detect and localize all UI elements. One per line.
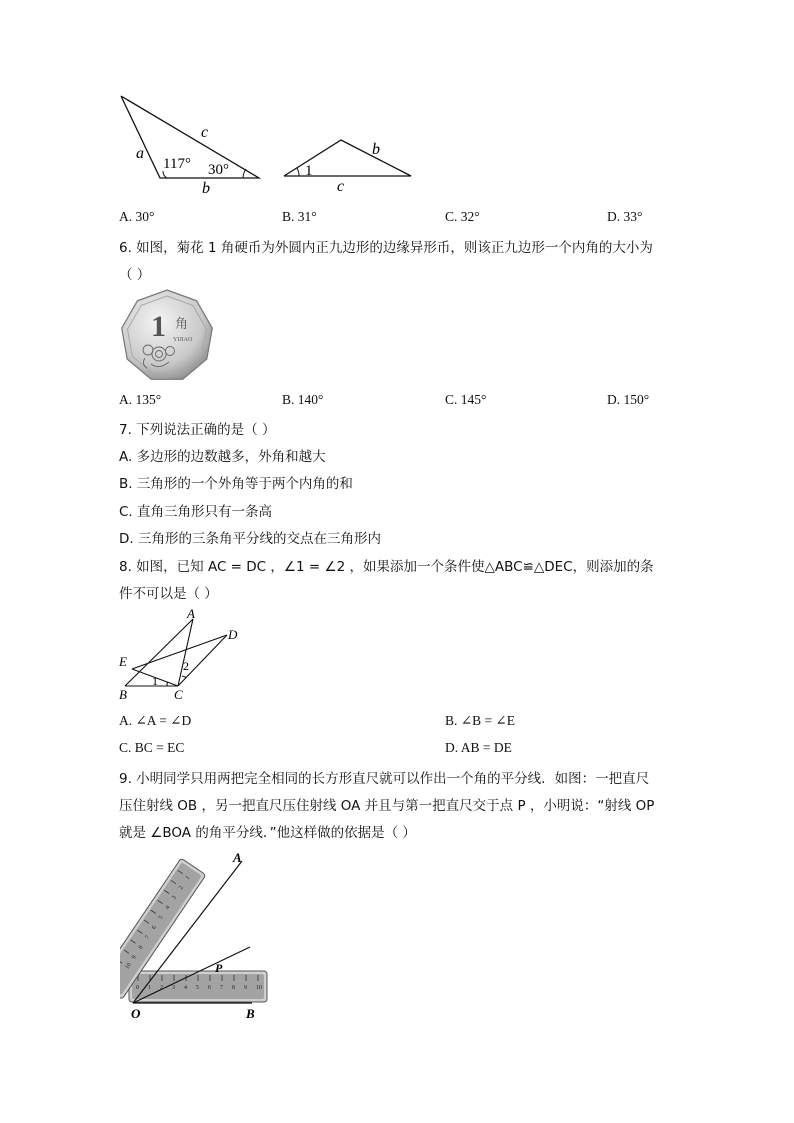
q7-option-a[interactable]: A. 多边形的边数越多，外角和越大 (119, 449, 326, 465)
point-a: A (187, 606, 195, 621)
ruler-tick-label: 6 (208, 985, 211, 991)
ruler-tick-label: 10 (256, 985, 262, 991)
ruler-tick-label: 0 (136, 985, 139, 991)
point-e: E (119, 654, 127, 669)
ruler-tick-label: 1 (184, 875, 192, 881)
ruler-tick-label: 3 (171, 895, 179, 901)
q8-stem-line1: 8. 如图，已知 AC = DC ，∠1 = ∠2 ，如果添加一个条件使△ABC≌△DEC，则添加的条 (119, 559, 654, 575)
ruler-tick-label: 5 (196, 985, 199, 991)
ruler-tick-label: 4 (164, 904, 172, 911)
point-b9: B (246, 1006, 255, 1021)
angle-30: 30° (208, 162, 229, 178)
label-b: b (202, 180, 210, 197)
ruler-tick-label: 8 (137, 944, 145, 951)
point-c: C (174, 687, 183, 702)
coin-image (119, 288, 215, 384)
ruler-tick-label: 9 (244, 985, 247, 991)
ruler-tick-label: 4 (184, 985, 187, 991)
q6-stem-line2: （ ） (119, 267, 151, 283)
triangle-2 (284, 140, 411, 195)
coin-char: 角 (175, 316, 189, 331)
ruler-tick-label: 8 (232, 985, 235, 991)
ruler-tick-label: 5 (157, 914, 165, 921)
q9-stem-line3: 就是 ∠BOA 的角平分线．”他这样做的依据是（ ） (119, 825, 416, 841)
q7-option-c[interactable]: C. 直角三角形只有一条高 (119, 504, 273, 520)
q5-option-b[interactable]: B. 31° (282, 209, 317, 224)
ruler-tick-label: 3 (172, 985, 175, 991)
coin-digit: 1 (151, 310, 166, 343)
ruler-tick-label: 10 (124, 962, 133, 971)
label-b2: b (372, 141, 380, 158)
triangle-1 (121, 96, 259, 197)
q6-option-a[interactable]: A. 135° (119, 392, 162, 407)
coin-pinyin: YIJIAO (173, 337, 193, 343)
q9-stem-line2: 压住射线 OB ，另一把直尺压住射线 OA 并且与第一把直尺交于点 P ，小明说：“射线 OP (119, 798, 655, 814)
q5-option-a[interactable]: A. 30° (119, 209, 155, 224)
q6-option-d[interactable]: D. 150° (607, 392, 650, 407)
q7-stem: 7. 下列说法正确的是（ ） (119, 422, 276, 438)
q8-option-a[interactable]: A. ∠A = ∠D (119, 713, 192, 728)
q8-figure (115, 606, 250, 703)
angle-1: 1 (305, 163, 313, 179)
ruler-tick-label: 7 (220, 985, 223, 991)
ruler-tick-label: 7 (144, 934, 152, 941)
angle-1-label: 1 (152, 674, 158, 688)
angle-2-label: 2 (183, 659, 189, 673)
angle-117: 117° (163, 156, 191, 172)
q9-figure (120, 848, 280, 1023)
point-p: P (215, 961, 223, 975)
ruler-tick-label: 2 (160, 985, 163, 991)
q6-option-c[interactable]: C. 145° (445, 392, 487, 407)
q9-stem-line1: 9. 小明同学只用两把完全相同的长方形直尺就可以作出一个角的平分线．如图：一把直尺 (119, 771, 650, 787)
label-a: a (136, 145, 144, 162)
q8-option-d[interactable]: D. AB = DE (445, 740, 512, 755)
q8-option-c[interactable]: C. BC = EC (119, 740, 185, 755)
q6-option-b[interactable]: B. 140° (282, 392, 324, 407)
point-a9: A (233, 850, 242, 865)
q7-option-d[interactable]: D. 三角形的三条角平分线的交点在三角形内 (119, 531, 381, 547)
q7-option-b[interactable]: B. 三角形的一个外角等于两个内角的和 (119, 476, 353, 492)
q6-stem-line1: 6. 如图，菊花 1 角硬币为外圆内正九边形的边缘异形币，则该正九边形一个内角的大小为 (119, 240, 653, 256)
q8-stem-line2: 件不可以是（ ） (119, 586, 218, 602)
point-b: B (119, 687, 127, 702)
q5-figure (115, 92, 425, 198)
ruler-tick-label: 6 (151, 924, 158, 931)
q8-option-b[interactable]: B. ∠B = ∠E (445, 713, 515, 728)
ruler-tick-label: 2 (178, 885, 185, 891)
q5-option-c[interactable]: C. 32° (445, 209, 480, 224)
ruler-tick-label: 1 (148, 985, 151, 991)
q5-option-d[interactable]: D. 33° (607, 209, 643, 224)
label-c2: c (337, 178, 345, 195)
label-c: c (201, 124, 209, 141)
ruler-tick-label: 9 (131, 954, 138, 961)
point-d: D (228, 627, 238, 642)
point-o: O (131, 1006, 141, 1021)
